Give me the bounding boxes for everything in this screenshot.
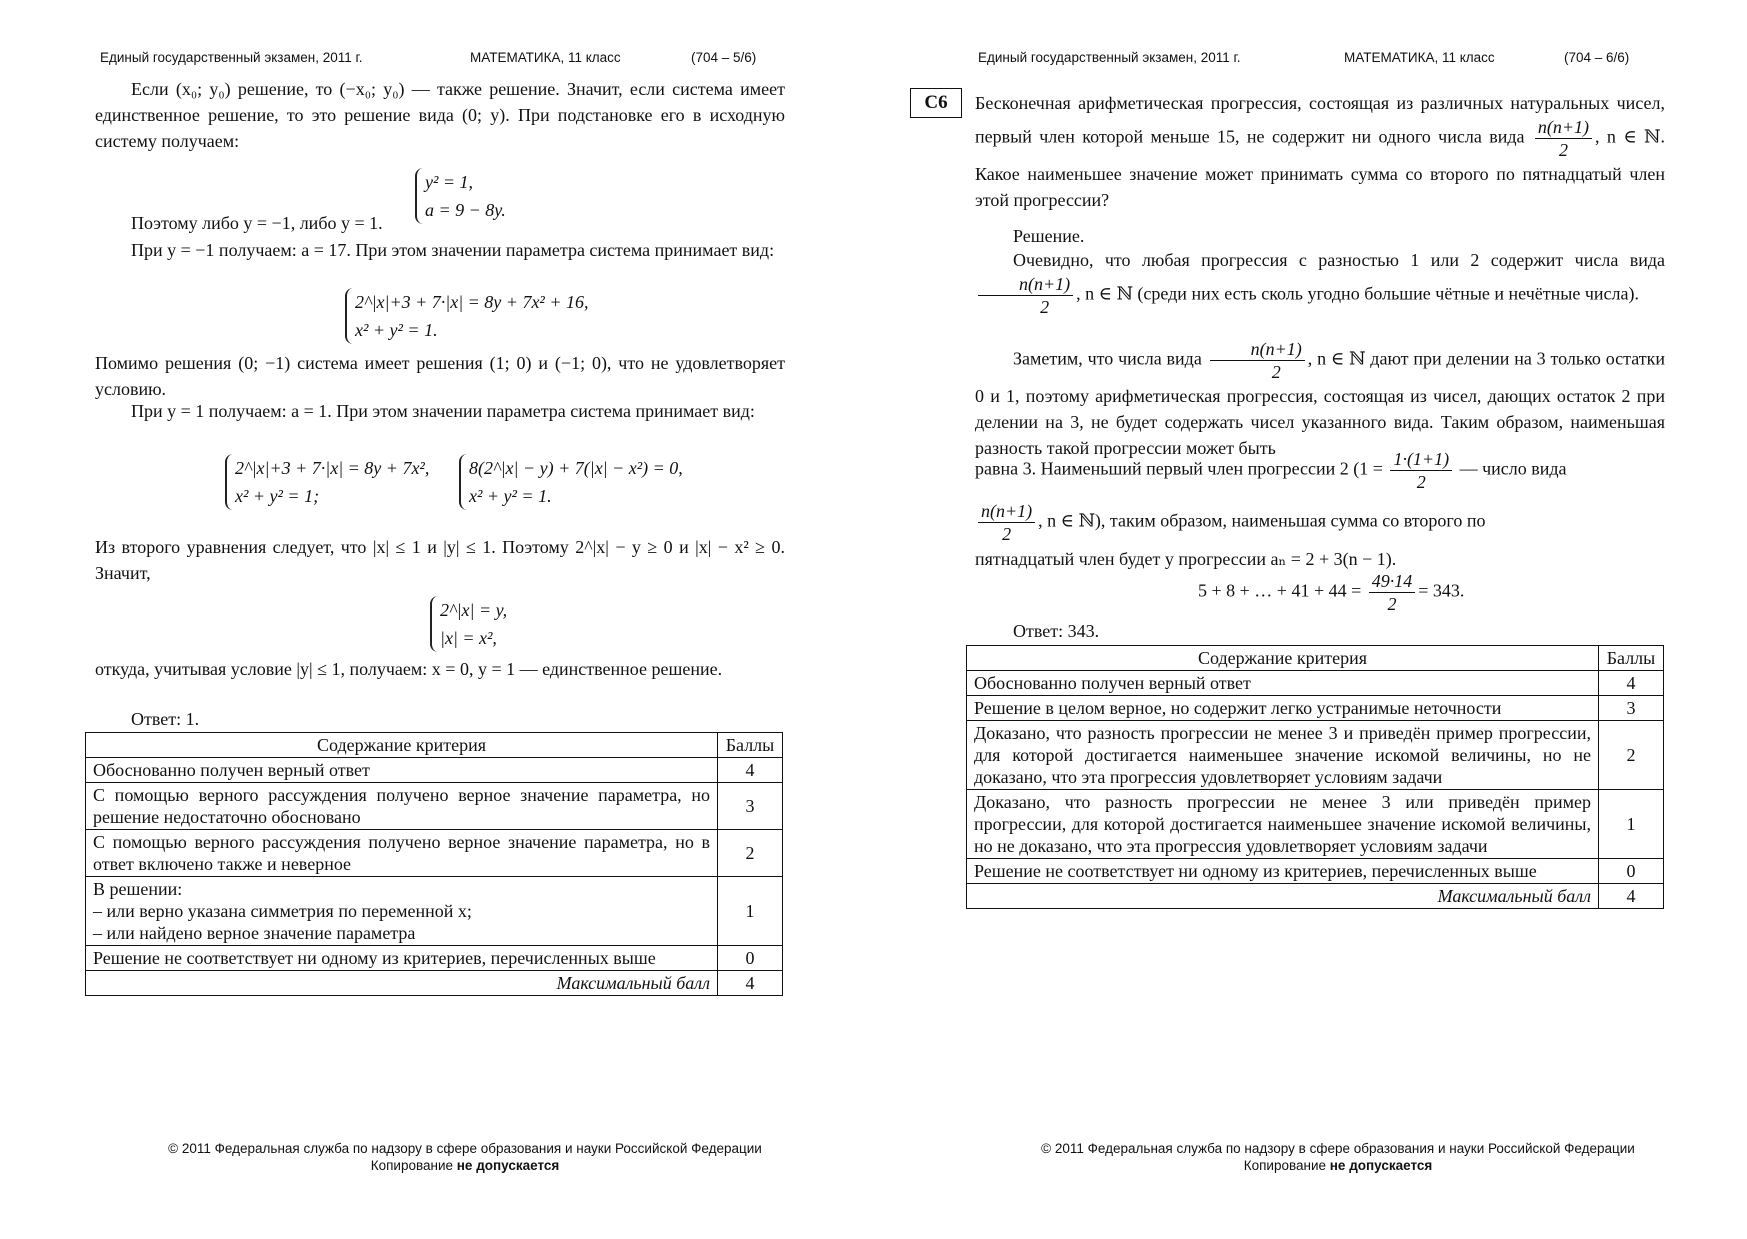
criterion-score: 4: [718, 758, 783, 783]
criterion-text: С помощью верного рассуждения получено верное значение параметра, но в ответ включено также и неверное: [86, 830, 718, 877]
header-code: (704 – 5/6): [691, 50, 757, 65]
paragraph-2: Поэтому либо y = −1, либо y = 1.: [131, 213, 383, 233]
criterion-score: 1: [718, 877, 783, 946]
solution-p3: [975, 448, 1665, 493]
solution-fraction-3: [1390, 448, 1452, 493]
fraction-denominator: 2: [1416, 472, 1426, 492]
table-row: [86, 946, 783, 971]
max-value: 4: [1599, 884, 1664, 909]
solution-p2-pre: Заметим, что числа вида: [1013, 348, 1202, 369]
system-1-line-2: a = 9 − 8y.: [425, 200, 506, 220]
table-max-row: [967, 884, 1664, 909]
header-subject: МАТЕМАТИКА, 11 класс: [470, 50, 621, 65]
table-header: [86, 733, 783, 758]
solution-p1-tail: , n ∈ ℕ (среди них есть сколь угодно большие чётные и нечётные числа).: [1076, 283, 1639, 304]
task-label: С6: [910, 88, 962, 118]
table-header: [967, 646, 1664, 671]
solution-label: Решение.: [1013, 226, 1085, 246]
max-label: Максимальный балл: [86, 971, 718, 996]
footer-copy-note: [75, 1157, 855, 1174]
sum-post: = 343.: [1418, 580, 1465, 601]
system-4-line-1: 2^|x| = y,: [440, 600, 508, 620]
task-statement: Бесконечная арифметическая прогрессия, состоящая из различных натуральных чисел, первый член которой меньше 15, не содержит ни одного числа вида: [975, 93, 1665, 147]
solution-fraction-2: [1210, 338, 1305, 383]
paragraph-4: Помимо решения (0; −1) система имеет решения (1; 0) и (−1; 0), что не удовлетворяет условию.: [95, 353, 785, 399]
footer-copyright: © 2011 Федеральная служба по надзору в сфере образования и науки Российской Федерации: [1041, 1141, 1635, 1156]
criterion-text: Обоснованно получен верный ответ: [86, 758, 718, 783]
paragraph-3: При y = −1 получаем: a = 17. При этом значении параметра система принимает вид:: [131, 240, 775, 260]
fraction-numerator: n(n+1): [1210, 338, 1305, 361]
answer-right: Ответ: 343.: [1013, 621, 1100, 641]
system-3a-line-1: 2^|x|+3 + 7·|x| = 8y + 7x²,: [235, 458, 430, 478]
system-4: [430, 596, 507, 652]
table-row: [86, 877, 783, 946]
criterion-text: Решение в целом верное, но содержит легко устранимые неточности: [967, 696, 1599, 721]
criterion-text: Решение не соответствует ни одному из критериев, перечисленных выше: [86, 946, 718, 971]
criteria-table-right: [966, 645, 1664, 909]
solution-p4-post: , n ∈ ℕ), таким образом, наименьшая сумма со второго по: [1038, 510, 1486, 531]
sum-fraction: [1369, 570, 1416, 615]
system-2: [345, 288, 588, 344]
page-left: [95, 0, 875, 1239]
criterion-text: Доказано, что разность прогрессии не менее 3 и приведён пример прогрессии, для которой достигается наименьшее значение искомой величины, но не доказано, что эта прогрессия удовлетворяет условиям задачи: [967, 721, 1599, 790]
footer-copyright: © 2011 Федеральная служба по надзору в сфере образования и науки Российской Федерации: [168, 1141, 762, 1156]
solution-p1: [975, 247, 1665, 318]
system-1-line-1: y² = 1,: [425, 172, 474, 192]
system-3a: [225, 454, 429, 510]
table-max-row: [86, 971, 783, 996]
header-code: (704 – 6/6): [1564, 50, 1630, 65]
criterion-text: В решении: – или верно указана симметрия по переменной x; – или найдено верное значение параметра: [86, 877, 718, 946]
table-head-score: Баллы: [1599, 646, 1664, 671]
page-right: [924, 0, 1747, 1239]
system-3a-line-2: x² + y² = 1;: [235, 486, 320, 506]
criteria-table-left: [85, 732, 783, 996]
paragraph-7: откуда, учитывая условие |y| ≤ 1, получаем: x = 0, y = 1 — единственное решение.: [95, 659, 723, 679]
solution-p1-text: Очевидно, что любая прогрессия с разностью 1 или 2 содержит числа: [1013, 250, 1619, 270]
fraction-numerator: 1·(1+1): [1390, 448, 1452, 471]
task-fraction: [1535, 116, 1592, 161]
sum-pre: 5 + 8 + … + 41 + 44 =: [1198, 580, 1362, 601]
table-head-criterion: Содержание критерия: [967, 646, 1599, 671]
solution-p5: пятнадцатый член будет у прогрессии aₙ = 2 + 3(n − 1).: [975, 549, 1397, 569]
table-row: [86, 830, 783, 877]
table-head-criterion: Содержание критерия: [86, 733, 718, 758]
header-subject: МАТЕМАТИКА, 11 класс: [1344, 50, 1495, 65]
fraction-numerator: n(n+1): [978, 500, 1035, 523]
fraction-denominator: 2: [1271, 362, 1281, 382]
table-row: [967, 790, 1664, 859]
system-2-line-1: 2^|x|+3 + 7·|x| = 8y + 7x² + 16,: [355, 292, 589, 312]
system-3b-line-2: x² + y² = 1.: [469, 486, 552, 506]
max-value: 4: [718, 971, 783, 996]
answer-left: Ответ: 1.: [131, 709, 200, 729]
solution-p3-pre: равна 3. Наименьший первый член прогрессии 2 (1 =: [975, 458, 1383, 479]
table-row: [967, 721, 1664, 790]
criterion-text: С помощью верного рассуждения получено верное значение параметра, но решение недостаточно обосновано: [86, 783, 718, 830]
system-2-line-2: x² + y² = 1.: [355, 320, 438, 340]
footer-copy-note: [948, 1157, 1728, 1174]
solution-p2-rest: остатки 0 и 1, поэтому арифметическая прогрессия, состоящая из чисел, дающих остаток 2 при делении на 3, не будет содержать чисел указанного вида. Таким образом, наименьшая разность такой прогрессии может быть: [975, 348, 1666, 458]
fraction-denominator: 2: [1040, 297, 1050, 317]
header-exam: Единый государственный экзамен, 2011 г.: [100, 50, 363, 65]
criterion-text: Решение не соответствует ни одному из критериев, перечисленных выше: [967, 859, 1599, 884]
fraction-denominator: 2: [1387, 594, 1397, 614]
table-row: [967, 859, 1664, 884]
criterion-score: 2: [1599, 721, 1664, 790]
system-3b: [459, 454, 683, 510]
max-label: Максимальный балл: [967, 884, 1599, 909]
solution-fraction-4: [978, 500, 1035, 545]
fraction-numerator: 49·14: [1369, 570, 1416, 593]
table-row: [86, 783, 783, 830]
criterion-score: 0: [718, 946, 783, 971]
solution-p1-vida: вида: [1629, 250, 1665, 270]
solution-fraction-1: [978, 273, 1073, 318]
header-exam: Единый государственный экзамен, 2011 г.: [978, 50, 1241, 65]
criterion-score: 1: [1599, 790, 1664, 859]
footer-copy-bold: не допускается: [456, 1158, 560, 1173]
criterion-text: Обоснованно получен верный ответ: [967, 671, 1599, 696]
fraction-numerator: n(n+1): [1535, 116, 1592, 139]
criterion-score: 3: [718, 783, 783, 830]
task-tail: , n ∈ ℕ. Какое наименьшее значение может принимать сумма со второго по пятнадцатый член этой прогрессии?: [975, 126, 1666, 210]
criterion-score: 2: [718, 830, 783, 877]
solution-p3-post: — число вида: [1459, 458, 1567, 479]
system-4-line-2: |x| = x²,: [440, 628, 497, 648]
fraction-numerator: n(n+1): [978, 273, 1073, 296]
sum-formula: [1198, 570, 1464, 615]
task-text: [975, 90, 1665, 213]
system-3b-line-1: 8(2^|x| − y) + 7(|x| − x²) = 0,: [469, 458, 683, 478]
solution-p2-post: , n ∈ ℕ дают при делении на 3 только: [1307, 348, 1601, 369]
footer-copy-bold: не допускается: [1329, 1158, 1433, 1173]
criterion-text: Доказано, что разность прогрессии не менее 3 или приведён пример прогрессии, для которой достигается наименьшее значение искомой величины, но не доказано, что эта прогрессия удовлетворяет условиям задачи: [967, 790, 1599, 859]
paragraph-6: Из второго уравнения следует, что |x| ≤ 1 и |y| ≤ 1. Поэтому 2^|x| − y ≥ 0 и |x| − x² ≥ 0. Значит,: [95, 537, 785, 583]
fraction-denominator: 2: [1002, 524, 1012, 544]
table-head-score: Баллы: [718, 733, 783, 758]
criterion-score: 3: [1599, 696, 1664, 721]
criterion-score: 4: [1599, 671, 1664, 696]
table-row: [967, 671, 1664, 696]
paragraph-5: При y = 1 получаем: a = 1. При этом значении параметра система принимает вид:: [131, 401, 755, 421]
table-row: [86, 758, 783, 783]
fraction-denominator: 2: [1558, 140, 1568, 160]
footer-copy-pre: Копирование: [370, 1158, 454, 1173]
paragraph-1: Если (x₀; y₀) решение, то (−x₀; y₀) — также решение. Значит, если система имеет единственное решение, то это решение вида (0; y). При подстановке его в исходную систему получаем:: [95, 79, 785, 151]
solution-p2: [975, 338, 1665, 461]
table-row: [967, 696, 1664, 721]
solution-p4: [975, 500, 1665, 545]
footer-right: [948, 1140, 1728, 1174]
footer-left: [75, 1140, 855, 1174]
footer-copy-pre: Копирование: [1243, 1158, 1327, 1173]
criterion-score: 0: [1599, 859, 1664, 884]
